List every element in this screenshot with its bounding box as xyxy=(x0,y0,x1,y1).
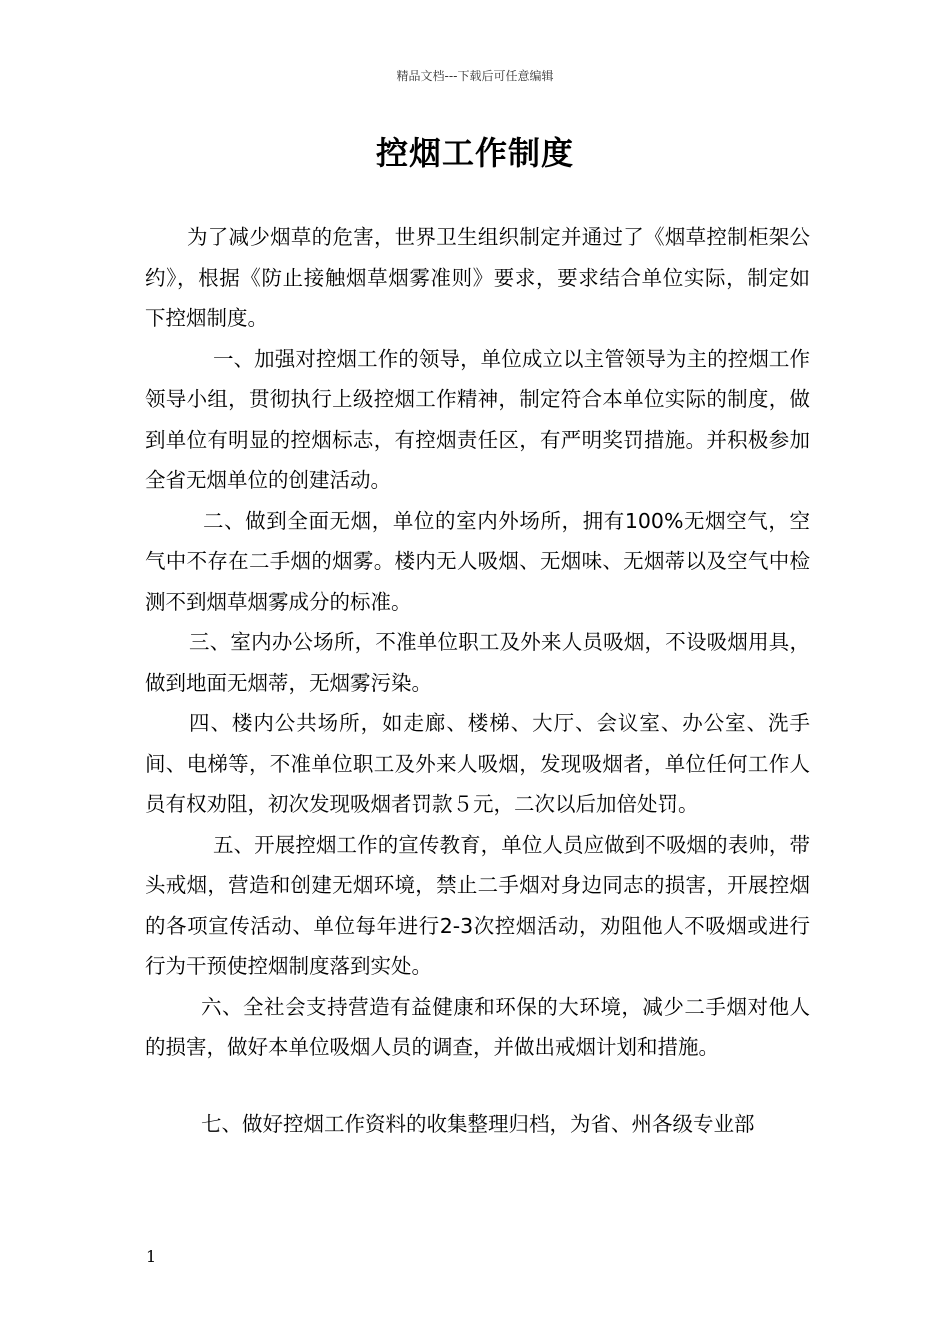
paragraph-item-7: 七、做好控烟工作资料的收集整理归档，为省、州各级专业部 xyxy=(201,1111,755,1136)
document-body xyxy=(145,217,810,1144)
paragraph-item-5: 五、开展控烟工作的宣传教育，单位人员应做到不吸烟的表帅，带头戒烟，营造和创建无烟环境，禁止二手烟对身边同志的损害，开展控烟的各项宣传活动、单位每年进行2-3次控烟活动，劝阻他人不吸烟或进行行为干预使控烟制度落到实处。 xyxy=(145,832,810,978)
header-note: 精品文档---下载后可任意编辑 xyxy=(396,69,554,83)
paragraph-item-2: 二、做到全面无烟，单位的室内外场所，拥有100%无烟空气，空气中不存在二手烟的烟雾。楼内无人吸烟、无烟味、无烟蒂以及空气中检测不到烟草烟雾成分的标准。 xyxy=(145,508,810,614)
paragraph-item-1: 一、加强对控烟工作的领导，单位成立以主管领导为主的控烟工作领导小组，贯彻执行上级控烟工作精神，制定符合本单位实际的制度，做到单位有明显的控烟标志，有控烟责任区，有严明奖罚措施。并积极参加全省无烟单位的创建活动。 xyxy=(145,346,810,492)
page-number: 1 xyxy=(146,1247,157,1266)
paragraph-item-4: 四、楼内公共场所，如走廊、楼梯、大厅、会议室、办公室、洗手间、电梯等，不准单位职工及外来人吸烟，发现吸烟者，单位任何工作人员有权劝阻，初次发现吸烟者罚款５元，二次以后加倍处罚。 xyxy=(145,711,810,816)
paragraph-item-6: 六、全社会支持营造有益健康和环保的大环境，减少二手烟对他人的损害，做好本单位吸烟人员的调查，并做出戒烟计划和措施。 xyxy=(145,994,810,1059)
paragraph-item-3: 三、室内办公场所，不准单位职工及外来人员吸烟，不设吸烟用具，做到地面无烟蒂，无烟雾污染。 xyxy=(145,630,810,695)
document-title: 控烟工作制度 xyxy=(375,134,574,172)
paragraph-intro: 为了减少烟草的危害，世界卫生组织制定并通过了《烟草控制柜架公约》，根据《防止接触烟草烟雾准则》要求，要求结合单位实际，制定如下控烟制度。 xyxy=(145,225,810,330)
